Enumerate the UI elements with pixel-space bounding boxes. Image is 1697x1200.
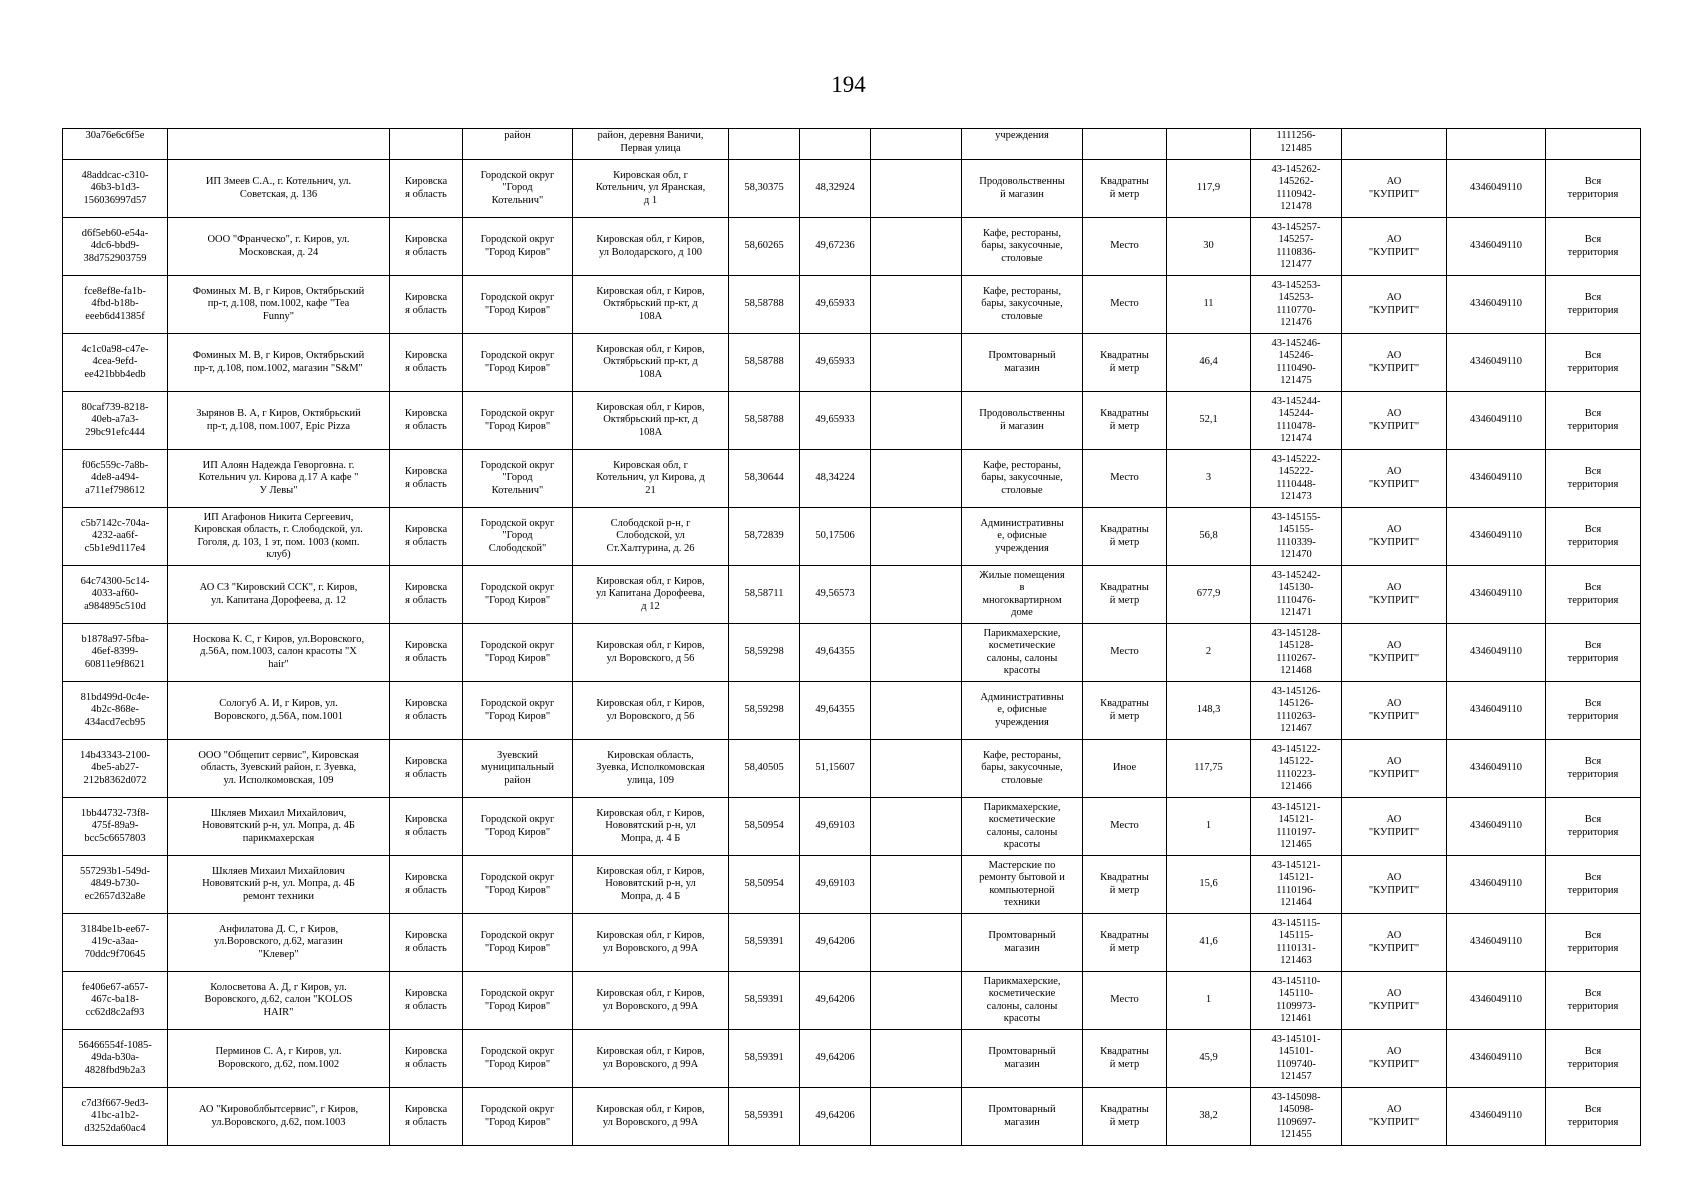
record-id-cell: c5b7142c-704a- 4232-aa6f- c5b1e9d117e4	[63, 508, 168, 566]
blank-cell	[871, 914, 962, 972]
record-id-cell: fe406e67-a657- 467c-ba18- cc62d8c2af93	[63, 972, 168, 1030]
address-cell: Кировская обл, г Киров, ул Воровского, д 99А	[573, 1088, 729, 1146]
site-code-cell: 43-145253- 145253- 1110770- 121476	[1251, 276, 1342, 334]
record-id-cell: 64c74300-5c14- 4033-af60- a984895c510d	[63, 566, 168, 624]
record-id-cell: fce8ef8e-fa1b- 4fbd-b18b- eeeb6d41385f	[63, 276, 168, 334]
quantity-cell: 3	[1167, 450, 1251, 508]
organization-cell: Колосветова А. Д, г Киров, ул. Воровского, д.62, салон "KOLOS HAIR"	[168, 972, 390, 1030]
operator-cell: АО "КУПРИТ"	[1342, 1088, 1447, 1146]
territory-cell: Вся территория	[1546, 160, 1641, 218]
quantity-cell: 677,9	[1167, 566, 1251, 624]
address-cell: Кировская обл, г Киров, ул Воровского, д 99А	[573, 1030, 729, 1088]
territory-cell: Вся территория	[1546, 798, 1641, 856]
region-cell: Кировска я область	[390, 334, 463, 392]
municipality-cell: Городской округ "Город Киров"	[463, 218, 573, 276]
address-cell: Кировская обл, г Киров, ул Капитана Дорофеева, д 12	[573, 566, 729, 624]
unit-cell: Квадратны й метр	[1083, 682, 1167, 740]
table-row	[63, 218, 1641, 276]
object-type-cell: Мастерские по ремонту бытовой и компьютерной техники	[962, 856, 1083, 914]
inn-cell: 4346049110	[1447, 1088, 1546, 1146]
object-type-cell: Административны е, офисные учреждения	[962, 508, 1083, 566]
object-type-cell: Кафе, рестораны, бары, закусочные, столовые	[962, 276, 1083, 334]
unit-cell: Квадратны й метр	[1083, 334, 1167, 392]
organization-cell: Шкляев Михаил Михайлович, Нововятский р-н, ул. Мопра, д. 4Б парикмахерская	[168, 798, 390, 856]
longitude-cell: 50,17506	[800, 508, 871, 566]
operator-cell: АО "КУПРИТ"	[1342, 218, 1447, 276]
unit-cell	[1083, 129, 1167, 160]
site-code-cell: 43-145101- 145101- 1109740- 121457	[1251, 1030, 1342, 1088]
municipality-cell: Городской округ "Город Киров"	[463, 1088, 573, 1146]
object-type-cell: Продовольственны й магазин	[962, 392, 1083, 450]
longitude-cell: 49,56573	[800, 566, 871, 624]
operator-cell: АО "КУПРИТ"	[1342, 798, 1447, 856]
object-type-cell: Промтоварный магазин	[962, 914, 1083, 972]
blank-cell	[871, 972, 962, 1030]
table-row	[63, 450, 1641, 508]
table-row	[63, 682, 1641, 740]
site-code-cell: 43-145098- 145098- 1109697- 121455	[1251, 1088, 1342, 1146]
object-type-cell: Промтоварный магазин	[962, 1030, 1083, 1088]
blank-cell	[871, 856, 962, 914]
site-code-cell: 43-145122- 145122- 1110223- 121466	[1251, 740, 1342, 798]
site-code-cell: 43-145128- 145128- 1110267- 121468	[1251, 624, 1342, 682]
unit-cell: Квадратны й метр	[1083, 1030, 1167, 1088]
blank-cell	[871, 1030, 962, 1088]
municipality-cell: Городской округ "Город Киров"	[463, 334, 573, 392]
municipality-cell: Городской округ "Город Киров"	[463, 566, 573, 624]
inn-cell: 4346049110	[1447, 450, 1546, 508]
territory-cell	[1546, 129, 1641, 160]
organization-cell: Шкляев Михаил Михайлович Нововятский р-н, ул. Мопра, д. 4Б ремонт техники	[168, 856, 390, 914]
region-cell: Кировска я область	[390, 798, 463, 856]
table-row	[63, 740, 1641, 798]
territory-cell: Вся территория	[1546, 392, 1641, 450]
site-code-cell: 1111256- 121485	[1251, 129, 1342, 160]
operator-cell: АО "КУПРИТ"	[1342, 160, 1447, 218]
unit-cell: Место	[1083, 276, 1167, 334]
table-row	[63, 334, 1641, 392]
latitude-cell: 58,59298	[729, 682, 800, 740]
inn-cell: 4346049110	[1447, 160, 1546, 218]
blank-cell	[871, 160, 962, 218]
record-id-cell: 48addcac-c310- 46b3-b1d3- 156036997d57	[63, 160, 168, 218]
blank-cell	[871, 218, 962, 276]
inn-cell: 4346049110	[1447, 856, 1546, 914]
region-cell: Кировска я область	[390, 160, 463, 218]
address-cell: Кировская область, Зуевка, Исполкомовская улица, 109	[573, 740, 729, 798]
latitude-cell: 58,58788	[729, 276, 800, 334]
operator-cell: АО "КУПРИТ"	[1342, 334, 1447, 392]
organization-cell: Перминов С. А, г Киров, ул. Воровского, д.62, пом.1002	[168, 1030, 390, 1088]
record-id-cell: d6f5eb60-e54a- 4dc6-bbd9- 38d752903759	[63, 218, 168, 276]
address-cell: Кировская обл, г Киров, ул Воровского, д 99А	[573, 914, 729, 972]
longitude-cell: 49,64355	[800, 624, 871, 682]
address-cell: Слободской р-н, г Слободской, ул Ст.Халтурина, д. 26	[573, 508, 729, 566]
table-row	[63, 1088, 1641, 1146]
record-id-cell: 1bb44732-73f8- 475f-89a9- bcc5c6657803	[63, 798, 168, 856]
region-cell: Кировска я область	[390, 392, 463, 450]
territory-cell: Вся территория	[1546, 1030, 1641, 1088]
site-code-cell: 43-145262- 145262- 1110942- 121478	[1251, 160, 1342, 218]
territory-cell: Вся территория	[1546, 450, 1641, 508]
table-row	[63, 972, 1641, 1030]
latitude-cell: 58,30375	[729, 160, 800, 218]
address-cell: Кировская обл, г Котельнич, ул Яранская, д 1	[573, 160, 729, 218]
inn-cell: 4346049110	[1447, 508, 1546, 566]
territory-cell: Вся территория	[1546, 508, 1641, 566]
object-type-cell: Промтоварный магазин	[962, 1088, 1083, 1146]
municipality-cell: Зуевский муниципальный район	[463, 740, 573, 798]
latitude-cell: 58,72839	[729, 508, 800, 566]
organization-cell: Зырянов В. А, г Киров, Октябрьский пр-т, д.108, пом.1007, Epic Pizza	[168, 392, 390, 450]
organization-cell: ИП Змеев С.А., г. Котельнич, ул. Советская, д. 136	[168, 160, 390, 218]
quantity-cell: 41,6	[1167, 914, 1251, 972]
object-type-cell: Кафе, рестораны, бары, закусочные, столовые	[962, 740, 1083, 798]
operator-cell: АО "КУПРИТ"	[1342, 566, 1447, 624]
unit-cell: Квадратны й метр	[1083, 160, 1167, 218]
region-cell: Кировска я область	[390, 972, 463, 1030]
inn-cell: 4346049110	[1447, 914, 1546, 972]
unit-cell: Место	[1083, 624, 1167, 682]
address-cell: Кировская обл, г Киров, Октябрьский пр-кт, д 108А	[573, 276, 729, 334]
table-body	[63, 129, 1641, 1146]
municipality-cell: Городской округ "Город Киров"	[463, 856, 573, 914]
latitude-cell: 58,59391	[729, 972, 800, 1030]
inn-cell: 4346049110	[1447, 334, 1546, 392]
organization-cell: Фоминых М. В, г Киров, Октябрьский пр-т, д.108, пом.1002, кафе "Tea Funny"	[168, 276, 390, 334]
inn-cell: 4346049110	[1447, 218, 1546, 276]
municipality-cell: Городской округ "Город Слободской"	[463, 508, 573, 566]
municipality-cell: Городской округ "Город Киров"	[463, 392, 573, 450]
site-code-cell: 43-145155- 145155- 1110339- 121470	[1251, 508, 1342, 566]
blank-cell	[871, 1088, 962, 1146]
inn-cell: 4346049110	[1447, 1030, 1546, 1088]
latitude-cell: 58,40505	[729, 740, 800, 798]
quantity-cell: 148,3	[1167, 682, 1251, 740]
blank-cell	[871, 508, 962, 566]
latitude-cell	[729, 129, 800, 160]
operator-cell: АО "КУПРИТ"	[1342, 392, 1447, 450]
site-code-cell: 43-145244- 145244- 1110478- 121474	[1251, 392, 1342, 450]
longitude-cell: 51,15607	[800, 740, 871, 798]
object-type-cell: Кафе, рестораны, бары, закусочные, столовые	[962, 450, 1083, 508]
quantity-cell: 11	[1167, 276, 1251, 334]
latitude-cell: 58,58788	[729, 334, 800, 392]
table-row	[63, 798, 1641, 856]
unit-cell: Квадратны й метр	[1083, 914, 1167, 972]
region-cell: Кировска я область	[390, 276, 463, 334]
registry-table	[62, 128, 1641, 1146]
organization-cell: АО "Кировоблбытсервис", г Киров, ул.Воровского, д.62, пом.1003	[168, 1088, 390, 1146]
operator-cell: АО "КУПРИТ"	[1342, 856, 1447, 914]
operator-cell: АО "КУПРИТ"	[1342, 740, 1447, 798]
inn-cell: 4346049110	[1447, 276, 1546, 334]
blank-cell	[871, 682, 962, 740]
object-type-cell: Жилые помещения в многоквартирном доме	[962, 566, 1083, 624]
region-cell: Кировска я область	[390, 624, 463, 682]
region-cell: Кировска я область	[390, 1088, 463, 1146]
quantity-cell: 15,6	[1167, 856, 1251, 914]
municipality-cell: Городской округ "Город Киров"	[463, 798, 573, 856]
latitude-cell: 58,59391	[729, 914, 800, 972]
object-type-cell: Продовольственны й магазин	[962, 160, 1083, 218]
unit-cell: Квадратны й метр	[1083, 1088, 1167, 1146]
record-id-cell: 30a76e6c6f5e	[63, 129, 168, 160]
table-row	[63, 856, 1641, 914]
address-cell: Кировская обл, г Киров, ул Воровского, д 99А	[573, 972, 729, 1030]
unit-cell: Квадратны й метр	[1083, 508, 1167, 566]
address-cell: Кировская обл, г Киров, Октябрьский пр-кт, д 108А	[573, 392, 729, 450]
longitude-cell: 49,64206	[800, 1088, 871, 1146]
municipality-cell: Городской округ "Город Киров"	[463, 276, 573, 334]
address-cell: Кировская обл, г Киров, Нововятский р-н, ул Мопра, д. 4 Б	[573, 798, 729, 856]
address-cell: Кировская обл, г Котельнич, ул Кирова, д 21	[573, 450, 729, 508]
blank-cell	[871, 276, 962, 334]
territory-cell: Вся территория	[1546, 972, 1641, 1030]
longitude-cell: 49,69103	[800, 856, 871, 914]
region-cell: Кировска я область	[390, 856, 463, 914]
table-row	[63, 276, 1641, 334]
municipality-cell: Городской округ "Город Котельнич"	[463, 160, 573, 218]
inn-cell: 4346049110	[1447, 972, 1546, 1030]
address-cell: Кировская обл, г Киров, ул Володарского, д 100	[573, 218, 729, 276]
record-id-cell: 81bd499d-0c4e- 4b2c-868e- 434acd7ecb95	[63, 682, 168, 740]
longitude-cell: 49,65933	[800, 334, 871, 392]
table-row	[63, 1030, 1641, 1088]
inn-cell: 4346049110	[1447, 392, 1546, 450]
site-code-cell: 43-145246- 145246- 1110490- 121475	[1251, 334, 1342, 392]
operator-cell: АО "КУПРИТ"	[1342, 508, 1447, 566]
latitude-cell: 58,50954	[729, 798, 800, 856]
record-id-cell: b1878a97-5fba- 46ef-8399- 60811e9f8621	[63, 624, 168, 682]
record-id-cell: 557293b1-549d- 4849-b730- ec2657d32a8e	[63, 856, 168, 914]
longitude-cell: 49,64206	[800, 914, 871, 972]
quantity-cell	[1167, 129, 1251, 160]
record-id-cell: 3184be1b-ee67- 419c-a3aa- 70ddc9f70645	[63, 914, 168, 972]
blank-cell	[871, 392, 962, 450]
organization-cell: Сологуб А. И, г Киров, ул. Воровского, д.56А, пом.1001	[168, 682, 390, 740]
unit-cell: Место	[1083, 972, 1167, 1030]
object-type-cell: Парикмахерские, косметические салоны, салоны красоты	[962, 798, 1083, 856]
quantity-cell: 1	[1167, 798, 1251, 856]
unit-cell: Место	[1083, 798, 1167, 856]
territory-cell: Вся территория	[1546, 334, 1641, 392]
record-id-cell: 4c1c0a98-c47e- 4cea-9efd- ee421bbb4edb	[63, 334, 168, 392]
quantity-cell: 45,9	[1167, 1030, 1251, 1088]
territory-cell: Вся территория	[1546, 914, 1641, 972]
latitude-cell: 58,59391	[729, 1030, 800, 1088]
object-type-cell: Кафе, рестораны, бары, закусочные, столовые	[962, 218, 1083, 276]
table-row	[63, 914, 1641, 972]
operator-cell: АО "КУПРИТ"	[1342, 624, 1447, 682]
address-cell: Кировская обл, г Киров, ул Воровского, д 56	[573, 624, 729, 682]
operator-cell: АО "КУПРИТ"	[1342, 682, 1447, 740]
longitude-cell: 48,34224	[800, 450, 871, 508]
object-type-cell: Промтоварный магазин	[962, 334, 1083, 392]
inn-cell: 4346049110	[1447, 624, 1546, 682]
unit-cell: Квадратны й метр	[1083, 392, 1167, 450]
region-cell: Кировска я область	[390, 566, 463, 624]
latitude-cell: 58,58788	[729, 392, 800, 450]
table-row	[63, 392, 1641, 450]
blank-cell	[871, 566, 962, 624]
unit-cell: Квадратны й метр	[1083, 566, 1167, 624]
address-cell: район, деревня Ваничи, Первая улица	[573, 129, 729, 160]
longitude-cell: 49,64206	[800, 972, 871, 1030]
blank-cell	[871, 798, 962, 856]
quantity-cell: 56,8	[1167, 508, 1251, 566]
unit-cell: Место	[1083, 218, 1167, 276]
latitude-cell: 58,50954	[729, 856, 800, 914]
region-cell: Кировска я область	[390, 450, 463, 508]
organization-cell: АО СЗ "Кировский ССК", г. Киров, ул. Капитана Дорофеева, д. 12	[168, 566, 390, 624]
site-code-cell: 43-145222- 145222- 1110448- 121473	[1251, 450, 1342, 508]
site-code-cell: 43-145115- 145115- 1110131- 121463	[1251, 914, 1342, 972]
quantity-cell: 46,4	[1167, 334, 1251, 392]
quantity-cell: 117,75	[1167, 740, 1251, 798]
unit-cell: Квадратны й метр	[1083, 856, 1167, 914]
table-row	[63, 566, 1641, 624]
blank-cell	[871, 624, 962, 682]
record-id-cell: c7d3f667-9ed3- 41bc-a1b2- d3252da60ac4	[63, 1088, 168, 1146]
quantity-cell: 117,9	[1167, 160, 1251, 218]
record-id-cell: 14b43343-2100- 4be5-ab27- 212b8362d072	[63, 740, 168, 798]
region-cell	[390, 129, 463, 160]
object-type-cell: учреждения	[962, 129, 1083, 160]
longitude-cell: 49,67236	[800, 218, 871, 276]
site-code-cell: 43-145121- 145121- 1110197- 121465	[1251, 798, 1342, 856]
inn-cell: 4346049110	[1447, 682, 1546, 740]
region-cell: Кировска я область	[390, 1030, 463, 1088]
territory-cell: Вся территория	[1546, 682, 1641, 740]
quantity-cell: 38,2	[1167, 1088, 1251, 1146]
longitude-cell: 49,65933	[800, 276, 871, 334]
site-code-cell: 43-145110- 145110- 1109973- 121461	[1251, 972, 1342, 1030]
operator-cell	[1342, 129, 1447, 160]
quantity-cell: 1	[1167, 972, 1251, 1030]
organization-cell: Носкова К. С, г Киров, ул.Воровского, д.56А, пом.1003, салон красоты "X hair"	[168, 624, 390, 682]
site-code-cell: 43-145257- 145257- 1110836- 121477	[1251, 218, 1342, 276]
unit-cell: Место	[1083, 450, 1167, 508]
municipality-cell: Городской округ "Город Котельнич"	[463, 450, 573, 508]
table-row	[63, 624, 1641, 682]
latitude-cell: 58,58711	[729, 566, 800, 624]
page-number: 194	[831, 72, 866, 97]
organization-cell: Анфилатова Д. С, г Киров, ул.Воровского, д.62, магазин "Клевер"	[168, 914, 390, 972]
municipality-cell: Городской округ "Город Киров"	[463, 972, 573, 1030]
record-id-cell: 80caf739-8218- 40eb-a7a3- 29bc91efc444	[63, 392, 168, 450]
municipality-cell: Городской округ "Город Киров"	[463, 914, 573, 972]
quantity-cell: 52,1	[1167, 392, 1251, 450]
territory-cell: Вся территория	[1546, 218, 1641, 276]
longitude-cell: 48,32924	[800, 160, 871, 218]
organization-cell	[168, 129, 390, 160]
address-cell: Кировская обл, г Киров, Нововятский р-н, ул Мопра, д. 4 Б	[573, 856, 729, 914]
table-row	[63, 160, 1641, 218]
latitude-cell: 58,59298	[729, 624, 800, 682]
operator-cell: АО "КУПРИТ"	[1342, 276, 1447, 334]
table-row	[63, 508, 1641, 566]
quantity-cell: 2	[1167, 624, 1251, 682]
blank-cell	[871, 740, 962, 798]
record-id-cell: 56466554f-1085- 49da-b30a- 4828fbd9b2a3	[63, 1030, 168, 1088]
territory-cell: Вся территория	[1546, 1088, 1641, 1146]
longitude-cell: 49,65933	[800, 392, 871, 450]
blank-cell	[871, 450, 962, 508]
table-row	[63, 129, 1641, 160]
organization-cell: ИП Алоян Надежда Геворговна. г. Котельнич ул. Кирова д.17 А кафе " У Левы"	[168, 450, 390, 508]
region-cell: Кировска я область	[390, 218, 463, 276]
organization-cell: ИП Агафонов Никита Сергеевич, Кировская область, г. Слободской, ул. Гоголя, д. 103, 1 эт, пом. 1003 (комп. клуб)	[168, 508, 390, 566]
latitude-cell: 58,30644	[729, 450, 800, 508]
record-id-cell: f06c559c-7a8b- 4de8-a494- a711ef798612	[63, 450, 168, 508]
territory-cell: Вся территория	[1546, 624, 1641, 682]
address-cell: Кировская обл, г Киров, Октябрьский пр-кт, д 108А	[573, 334, 729, 392]
latitude-cell: 58,59391	[729, 1088, 800, 1146]
organization-cell: ООО "Франческо", г. Киров, ул. Московская, д. 24	[168, 218, 390, 276]
quantity-cell: 30	[1167, 218, 1251, 276]
inn-cell	[1447, 129, 1546, 160]
operator-cell: АО "КУПРИТ"	[1342, 450, 1447, 508]
organization-cell: Фоминых М. В, г Киров, Октябрьский пр-т, д.108, пом.1002, магазин "S&M"	[168, 334, 390, 392]
inn-cell: 4346049110	[1447, 798, 1546, 856]
longitude-cell: 49,64206	[800, 1030, 871, 1088]
longitude-cell: 49,69103	[800, 798, 871, 856]
territory-cell: Вся территория	[1546, 276, 1641, 334]
municipality-cell: район	[463, 129, 573, 160]
blank-cell	[871, 334, 962, 392]
site-code-cell: 43-145126- 145126- 1110263- 121467	[1251, 682, 1342, 740]
longitude-cell	[800, 129, 871, 160]
region-cell: Кировска я область	[390, 682, 463, 740]
territory-cell: Вся территория	[1546, 740, 1641, 798]
latitude-cell: 58,60265	[729, 218, 800, 276]
municipality-cell: Городской округ "Город Киров"	[463, 1030, 573, 1088]
object-type-cell: Административны е, офисные учреждения	[962, 682, 1083, 740]
municipality-cell: Городской округ "Город Киров"	[463, 624, 573, 682]
inn-cell: 4346049110	[1447, 740, 1546, 798]
longitude-cell: 49,64355	[800, 682, 871, 740]
site-code-cell: 43-145121- 145121- 1110196- 121464	[1251, 856, 1342, 914]
municipality-cell: Городской округ "Город Киров"	[463, 682, 573, 740]
object-type-cell: Парикмахерские, косметические салоны, салоны красоты	[962, 972, 1083, 1030]
operator-cell: АО "КУПРИТ"	[1342, 972, 1447, 1030]
region-cell: Кировска я область	[390, 740, 463, 798]
region-cell: Кировска я область	[390, 508, 463, 566]
region-cell: Кировска я область	[390, 914, 463, 972]
operator-cell: АО "КУПРИТ"	[1342, 914, 1447, 972]
unit-cell: Иное	[1083, 740, 1167, 798]
operator-cell: АО "КУПРИТ"	[1342, 1030, 1447, 1088]
territory-cell: Вся территория	[1546, 856, 1641, 914]
object-type-cell: Парикмахерские, косметические салоны, салоны красоты	[962, 624, 1083, 682]
inn-cell: 4346049110	[1447, 566, 1546, 624]
blank-cell	[871, 129, 962, 160]
site-code-cell: 43-145242- 145130- 1110476- 121471	[1251, 566, 1342, 624]
territory-cell: Вся территория	[1546, 566, 1641, 624]
organization-cell: ООО "Общепит сервис", Кировская область, Зуевский район, г. Зуевка, ул. Исполкомовская, 109	[168, 740, 390, 798]
address-cell: Кировская обл, г Киров, ул Воровского, д 56	[573, 682, 729, 740]
